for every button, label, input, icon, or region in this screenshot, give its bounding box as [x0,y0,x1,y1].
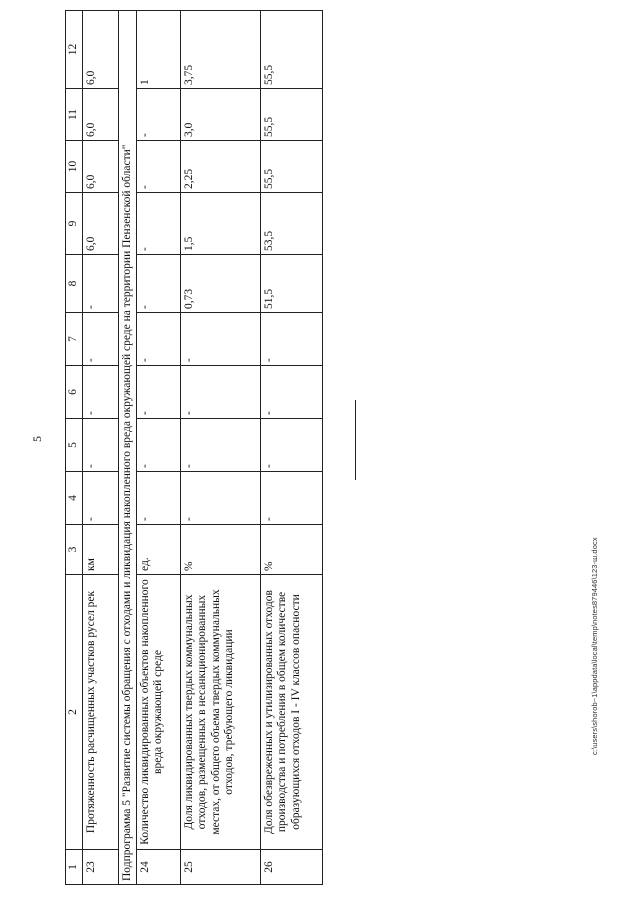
value-cell: - [261,419,323,472]
table-row [261,11,323,885]
value-cell: 55,5 [261,141,323,193]
indicator-name: Протяженность расчищенных участков русел рек [83,575,119,850]
value-cell: - [137,313,181,366]
value-cell: - [83,366,119,419]
value-cell: 6,0 [83,89,119,141]
indicators-table [65,10,323,885]
row-number: 24 [137,850,181,885]
table-row [83,11,119,885]
indicator-name: Количество ликвидированных объектов накопленного вреда окружающей среде [137,575,181,850]
header-cell-7: 7 [66,313,83,366]
value-cell: - [137,419,181,472]
value-cell: 0,73 [181,255,261,313]
unit-cell: % [261,525,323,575]
header-cell-9: 9 [66,193,83,255]
row-number: 26 [261,850,323,885]
value-cell: - [83,419,119,472]
header-cell-2: 2 [66,575,83,850]
header-cell-11: 11 [66,89,83,141]
value-cell: 55,5 [261,11,323,89]
row-number: 23 [83,850,119,885]
value-cell: 1 [137,11,181,89]
value-cell: - [137,255,181,313]
value-cell: - [137,89,181,141]
header-cell-8: 8 [66,255,83,313]
value-cell: 1,5 [181,193,261,255]
value-cell: 6,0 [83,141,119,193]
table-row [137,11,181,885]
table-row [181,11,261,885]
row-number: 25 [181,850,261,885]
value-cell: - [181,472,261,525]
value-cell: 51,5 [261,255,323,313]
value-cell: - [83,313,119,366]
value-cell: - [137,193,181,255]
value-cell: - [181,366,261,419]
value-cell: 6,0 [83,11,119,89]
value-cell: - [83,472,119,525]
value-cell: - [137,472,181,525]
value-cell: - [261,472,323,525]
value-cell: - [181,419,261,472]
horizontal-rule [355,400,356,480]
header-cell-10: 10 [66,141,83,193]
header-cell-3: 3 [66,525,83,575]
value-cell: 2,25 [181,141,261,193]
value-cell: - [181,313,261,366]
indicator-name: Доля ликвидированных твердых коммунальных отходов, размещенных в несанкционированных местах, от общего объема твердых коммунальных отходов, требующего ликвидации [181,575,261,850]
page-number: 5 [30,436,44,442]
value-cell: 53,5 [261,193,323,255]
unit-cell: км [83,525,119,575]
header-cell-4: 4 [66,472,83,525]
subprogram-title: Подпрограмма 5 "Развитие системы обращения с отходами и ликвидация накопленного вреда окружающей среде на территории Пензенской области" [119,11,137,885]
value-cell: 6,0 [83,193,119,255]
header-row [66,11,83,885]
header-cell-5: 5 [66,419,83,472]
value-cell: 55,5 [261,89,323,141]
footer-file-path: c:\users\shorob~1\appdata\local\temp\notes879446\123-ш.docx [590,537,599,755]
indicator-name: Доля обезвреженных и утилизированных отходов производства и потребления в общем количестве образующихся отходов I - IV классов опасности [261,575,323,850]
value-cell: - [261,366,323,419]
value-cell: 3,75 [181,11,261,89]
value-cell: - [83,255,119,313]
unit-cell: % [181,525,261,575]
subprogram-row [119,11,137,885]
value-cell: - [137,141,181,193]
header-cell-12: 12 [66,11,83,89]
value-cell: - [137,366,181,419]
value-cell: - [261,313,323,366]
header-cell-1: 1 [66,850,83,885]
unit-cell: ед. [137,525,181,575]
value-cell: 3,0 [181,89,261,141]
header-cell-6: 6 [66,366,83,419]
